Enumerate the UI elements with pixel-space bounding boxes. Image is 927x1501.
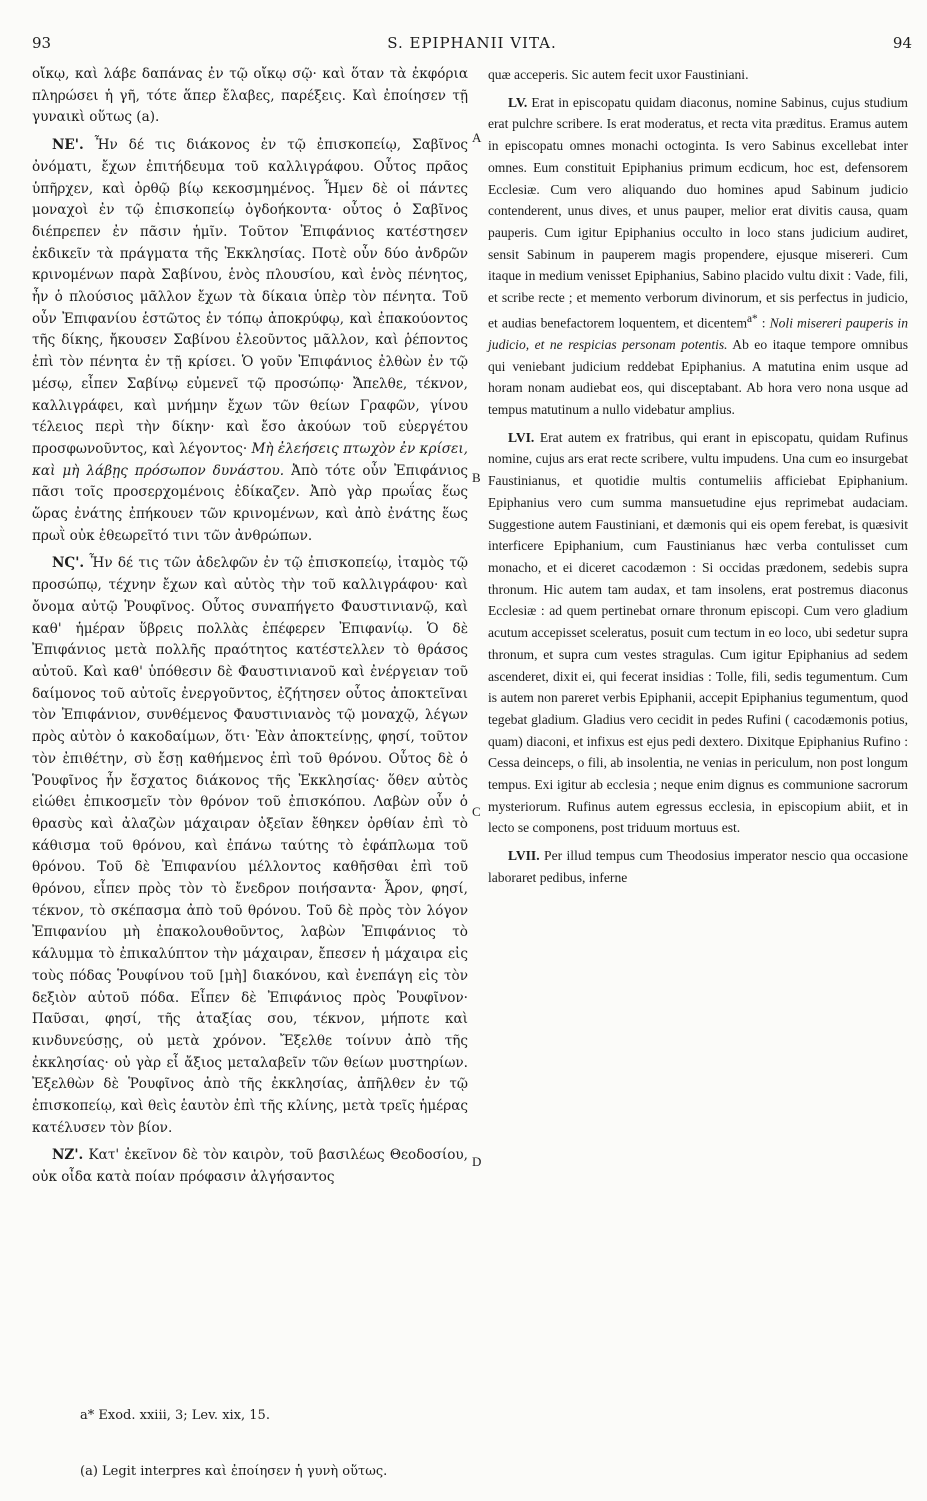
- greek-section-number: ΝΖ'.: [52, 1147, 84, 1164]
- page-number-left: 93: [32, 34, 52, 52]
- greek-section-55: [32, 135, 468, 547]
- greek-paragraph: Κατ' ἐκεῖνον δὲ τὸν καιρὸν, τοῦ βασιλέως Θεοδοσίου, οὐκ οἶδα κατὰ ποίαν πρόφασιν ἀλγήσαντος: [32, 1147, 468, 1186]
- running-head: [32, 34, 912, 58]
- latin-section-number: LVI.: [508, 429, 535, 445]
- latin-paragraph: Erat autem ex fratribus, qui erant in episcopatu, quidam Rufinus nomine, cujus ars erat recte scribere, vultu impudens. Una cum eo insurgebat Faustinianus, et quotidie multis contumeliis afficiebat Epiphanium. Epiphanius vero cum summa mansuetudine ejus reprimebat audaciam. Suggestione autem Faustiniani, et dæmonis qui eis opem ferebat, is quæsivit interficere Epiphanium, cum Faustinianus hæc verba contulisset cum monacho, et ei diceret cacodæmon : Si occidas prædonem, sedebis supra thronum. Hic autem tam audax, et tam insolens, erat postremus diaconus Ecclesiæ : ad quem pertinebat ornare thronum episcopi. Cum vero gladium acutum accepisset sceleratus, posuit cum tectum in eo loco, ubi sedetur supra thronum, et supra cum vestes stragulas. Cum igitur Epiphanius ad sedem ascenderet, dixit ei, qui fecerat insidias : Tolle, fili, sedis tegumentum. Cum is autem non pareret verbis Epiphanii, accepit Epiphanius tegumentum, quod tegebat gladium. Gladius vero cecidit in pedes Rufini ( cacodæmonis potius, quam) diaconi, et infixus est ejus pedi dextero. Dixitque Epiphanius Rufino : Cessa deinceps, o fili, ab insolentia, ne venias in periculum, non post longum tempus. Exi igitur ab ecclesia ; neque enim dignus es communione sacrorum mysteriorum. Rufinus autem egressus ecclesia, in episcopium abiit, et in lecto se componens, post triduum mortuus est.: [488, 429, 908, 836]
- latin-section-56: [488, 427, 908, 839]
- footnote-scripture: a* Exod. xxiii, 3; Lev. xix, 15.: [80, 1408, 270, 1423]
- latin-paragraph-end: Ab eo itaque tempore omnibus qui veniebant judicium reddebat Epiphanius. A matutina enim usque ad horam nonam audiebat eos, qui disceptabant. Ab hora vero nona usque ad tempus matutinum a nullo videbatur amplius.: [488, 336, 908, 418]
- greek-paragraph: Ἦν δέ τις διάκονος ἐν τῷ ἐπισκοπείῳ, Σαβῖνος ὀνόματι, ἔχων ἐπιτήδευμα τοῦ καλλιγράφου. Οὗτος πρᾶος ὑπῆρχεν, καὶ ὀρθῷ βίῳ κεκοσμημένος. Ἦμεν δὲ οἱ πάντες μοναχοὶ ἐν τῷ ἐπισκοπείῳ ὀγδοήκοντα· οὗτος ὁ Σαβῖνος διέπρεπεν ἐν πᾶσιν ἡμῖν. Τοῦτον Ἐπιφάνιος κατέστησεν ἐκδικεῖν τὰ πράγματα τῆς Ἐκκλησίας. Ποτὲ οὖν δύο ἀνδρῶν κρινομένων παρὰ Σαβίνου, ἑνὸς πλουσίου, καὶ ἑνὸς πένητος, ἦν ὁ πλούσιος μᾶλλον ἔχων τὰ δίκαια ὑπὲρ τὸν πένητα. Τοῦ οὖν Ἐπιφανίου ἑστῶτος ἐν τόπῳ ἀποκρύφῳ, καὶ ἐπακούοντος τῆς δίκης, ἤκουσεν Σαβίνου ἐλεοῦντος μᾶλλον, καὶ ῥέποντος ἐπὶ τὸν πένητα ἐν τῇ κρίσει. Ὁ γοῦν Ἐπιφάνιος ἐλθὼν ἐν τῷ μέσῳ, εἶπεν Σαβίνῳ εὐμενεῖ τῷ προσώπῳ· Ἄπελθε, τέκνον, καλλιγράφει, καὶ μνήμην ἔχων τῶν θείων Γραφῶν, γίνου τέλειος περὶ τὴν δίκην· καὶ ἔσο ἀκούων τοῦ εὐεργέτου προσφωνοῦντος, καὶ λέγοντος·: [32, 137, 468, 457]
- latin-paragraph: Per illud tempus cum Theodosius imperator nescio qua occasione laboraret pedibus, inferne: [488, 848, 908, 885]
- latin-section-57: [488, 845, 908, 888]
- footnote-reference: a*: [747, 312, 758, 325]
- margin-letter-c: C: [472, 804, 481, 819]
- latin-section-55: [488, 92, 908, 421]
- greek-paragraph: Ἦν δέ τις τῶν ἀδελφῶν ἐν τῷ ἐπισκοπείῳ, ἰταμὸς τῷ προσώπῳ, τέχνην ἔχων καὶ αὐτὸς τὴν τοῦ καλλιγράφου· καὶ ὄνομα αὐτῷ Ῥουφῖνος. Οὗτος συναπήγετο Φαυστινιανῷ, καὶ καθ' ἡμέραν ὕβρεις πολλὰς ἐπέφερεν Ἐπιφανίῳ. Ὁ δὲ Ἐπιφάνιος μετὰ πολλῆς πραότητος κατέστελλεν τὸ θράσος αὐτοῦ. Καὶ καθ' ὑπόθεσιν δὲ Φαυστινιανοῦ καὶ ἐνέργειαν τοῦ δαίμονος τοῦ αὐτοῖς ἐνεργοῦντος, ἐζήτησεν οὗτος ἀποκτεῖναι τὸν Ἐπιφάνιον, συνθέμενος Φαυστινιανὸς τῷ μοναχῷ, λέγων πρὸς αὐτὸν ὁ κακοδαίμων, ὅτι· Ἐὰν ἀποκτείνῃς, φησί, τοῦτον τὸν ἐπιθέτην, σὺ ἔσῃ καθήμενος ἐπὶ τοῦ θρόνου. Οὗτος δὲ ὁ Ῥουφῖνος ἦν ἔσχατος διάκονος τῆς Ἐκκλησίας· ὅθεν αὐτὸς εἰώθει ἐπικοσμεῖν τὸν θρόνον τοῦ ἐπισκόπου. Λαβὼν οὖν ὁ θρασὺς καὶ ἀλαζὼν μάχαιραν ὀξεῖαν ἔθηκεν ὀρθίαν ἐπὶ τὸ κάθισμα τοῦ θρόνου, καὶ ἐπάνω ταύτης τὸ ἐφάπλωμα τοῦ θρόνου. Τοῦ δὲ Ἐπιφανίου μέλλοντος καθῆσθαι ἐπὶ τοῦ θρόνου, εἶπεν πρὸς τὸν τὸ ἔνεδρον ποιήσαντα· Ἆρον, φησί, τέκνον, τὸ σκέπασμα ἀπὸ τοῦ θρόνου. Τοῦ δὲ πρὸς τὸν λόγον Ἐπιφανίου μὴ ἐπακολουθοῦντος, λαβὼν Ἐπιφάνιος τὸ κάλυμμα τὸ ἐπικαλύπτον τὴν μάχαιραν, ἔπεσεν ἡ μάχαιρα εἰς τοὺς πόδας Ῥουφίνου τοῦ [μὴ] διακόνου, καὶ ἐνεπάγη εἰς τὸν δεξιὸν αὐτοῦ πόδα. Εἶπεν δὲ Ἐπιφάνιος πρὸς Ῥουφῖνον· Παῦσαι, φησί, τῆς ἀταξίας σου, τέκνον, μήποτε καὶ κινδυνεύσῃς, οὐ μετὰ χρόνον. Ἔξελθε τοίνυν ἀπὸ τῆς ἐκκλησίας· οὐ γὰρ εἶ ἄξιος μεταλαβεῖν τῶν θείων μυστηρίων. Ἐξελθὼν δὲ Ῥουφῖνος ἀπὸ τῆς ἐκκλησίας, ἀπῆλθεν ἐν τῷ ἐπισκοπείῳ, καὶ θεὶς ἑαυτὸν ἐπὶ τῆς κλίνης, μετὰ τρεῖς ἡμέρας κατέλυσεν τὸν βίον.: [32, 555, 468, 1136]
- footnote-editor: (a) Legit interpres καὶ ἐποίησεν ἡ γυνὴ οὕτως.: [80, 1464, 388, 1479]
- greek-column: [32, 64, 468, 1189]
- text-columns: [32, 64, 912, 1389]
- latin-section-number: LVII.: [508, 848, 540, 864]
- margin-letter-a: A: [472, 130, 482, 145]
- margin-letter-b: B: [472, 470, 481, 485]
- latin-section-number: LV.: [508, 94, 528, 110]
- page-number-right: 94: [892, 34, 912, 52]
- margin-letter-d: D: [472, 1154, 482, 1169]
- running-title: S. EPIPHANII VITA.: [387, 34, 557, 52]
- greek-section-number: ΝΕ'.: [52, 137, 84, 154]
- greek-carryover: οἴκῳ, καὶ λάβε δαπάνας ἐν τῷ οἴκῳ σῷ· καὶ ὅταν τὰ ἐκφόρια πληρώσει ἡ γῆ, τότε ἅπερ ἔλαβες, παρέξεις. Καὶ ἐποίησεν τῇ γυναικὶ οὕτως (a).: [32, 66, 468, 126]
- greek-section-number: ΝϚ'.: [52, 555, 85, 572]
- greek-scripture-quote: Μὴ ἐλεήσεις πτωχὸν ἐν κρίσει, καὶ μὴ λάβῃς πρόσωπον δυνάστου.: [32, 440, 469, 479]
- latin-colon: :: [757, 315, 766, 331]
- greek-paragraph-end: Ἀπὸ τότε οὖν Ἐπιφάνιος πᾶσι τοῖς προσερχομένοις ἐδίκαζεν. Ἀπὸ γὰρ πρωΐας ἕως ὥρας ἐνάτης ἐπήκουεν τῶν κρινομένων, καὶ ἀπὸ ἐνάτης ἕως πρωῒ οὐκ ἐθεωρεῖτό τινι τῶν ἀνθρώπων.: [32, 462, 469, 544]
- latin-scripture-quote: Noli misereri pauperis in judicio, et ne respicias personam potentis.: [488, 315, 908, 352]
- latin-carryover: quæ acceperis. Sic autem fecit uxor Faustiniani.: [488, 67, 749, 82]
- greek-section-57: [32, 1145, 468, 1188]
- latin-paragraph: Erat in episcopatu quidam diaconus, nomine Sabinus, cujus studium erat pulchre scribere. Is erat moderatus, et recta vita præditus. Eramus autem in episcopatu omnes monachi octoginta. Is vero Sabinus excellebat inter omnes. Eum constituit Epiphanius primum ecdicum, hoc est, defensorem Ecclesiæ. Cum vero aliquando duo homines apud Sabinum judicio contenderent, unus dives, et unus pauper, melior erat divitis causa, quam pauperis. Cum igitur Epiphanius occulto in loco stans judicium audiret, sensit Sabinum in pauperem magis propendere, ejusque misereri. Cum itaque in medium venisset Epiphanius, Sabino placido vultu dixit : Vade, fili, et scribe recte ; et memento verborum divinorum, et sis perfectus in judicio, et audias benefactorem loquentem, et dicentem: [488, 94, 908, 331]
- greek-section-56: [32, 553, 468, 1139]
- latin-column: [488, 64, 908, 889]
